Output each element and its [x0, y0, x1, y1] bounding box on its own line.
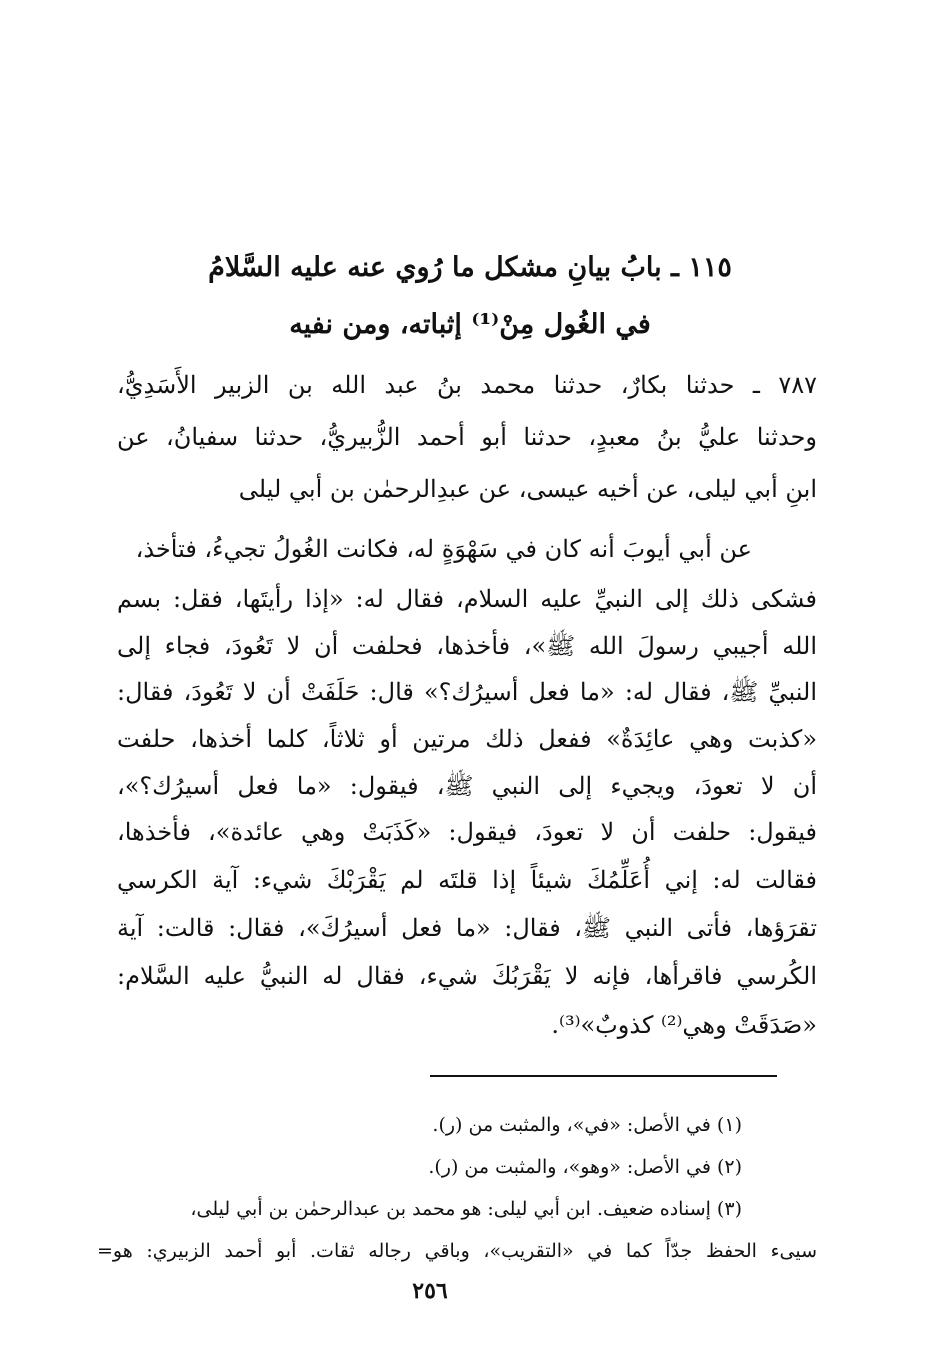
footnote-1: (١) في الأصل: «في»، والمثبت من (ر).	[432, 1114, 742, 1136]
matn-line-9: تقرَؤها، فأتى النبي ﷺ، فقال: «ما فعل أسيرُكَ»، فقال: قالت: آية	[117, 914, 817, 942]
footnote-divider	[430, 1075, 777, 1077]
matn-line-10: الكُرسي فاقرأها، فإنه لا يَقْرَبُكَ شيء، فقال له النبيُّ عليه السَّلام:	[117, 962, 817, 990]
isnad-line-3: ابنِ أبي ليلى، عن أخيه عيسى، عن عبدِالرحمٰن بن أبي ليلى	[238, 475, 817, 503]
chapter-title-line-2: في الغُول مِنْ⁽¹⁾ إثباته، ومن نفيه	[289, 309, 651, 340]
footnote-3-continuation: سيىء الحفظ جدّاً كما في «التقريب»، وباقي رجاله ثقات. أبو أحمد الزبيري: هو=	[97, 1240, 817, 1262]
matn-line-4: النبيِّ ﷺ، فقال له: «ما فعل أسيرُك؟» قال: حَلَفَتْ أن لا تَعُودَ، فقال:	[117, 678, 817, 706]
matn-line-3: الله أجيبي رسولَ الله ﷺ»، فأخذها، فحلفت أن لا تَعُودَ، فجاء إلى	[117, 632, 817, 660]
isnad-line-1: ٧٨٧ ـ حدثنا بكارٌ، حدثنا محمد بنُ عبد الله بن الزبير الأَسَدِيُّ،	[117, 371, 817, 399]
isnad-line-2: وحدثنا عليُّ بنُ معبدٍ، حدثنا أبو أحمد الزُّبيريُّ، حدثنا سفيانُ، عن	[117, 423, 817, 451]
matn-line-6: أن لا تعودَ، ويجيء إلى النبي ﷺ، فيقول: «ما فعل أسيرُك؟»،	[117, 772, 817, 800]
footnote-2: (٢) في الأصل: «وهو»، والمثبت من (ر).	[428, 1156, 742, 1178]
page-number: ٢٥٦	[412, 1278, 448, 1304]
matn-line-7: فيقول: حلفت أن لا تعودَ، فيقول: «كَذَبَتْ وهي عائدة»، فأخذها،	[117, 818, 817, 846]
matn-line-2: فشكى ذلك إلى النبيِّ عليه السلام، فقال له: «إذا رأيتَها، فقل: بسم	[117, 585, 817, 613]
matn-line-8: فقالت له: إني أُعَلِّمُكَ شيئاً إذا قلتَه لم يَقْرَبْكَ شيء: آية الكرسي	[117, 866, 817, 894]
matn-line-5: «كذبت وهي عائِدَةٌ» ففعل ذلك مرتين أو ثلاثاً، كلما أخذها، حلفت	[117, 725, 817, 753]
matn-line-1: عن أبي أيوبَ أنه كان في سَهْوَةٍ له، فكانت الغُولُ تجيءُ، فتأخذ،	[135, 535, 752, 563]
matn-line-11: «صَدَقَتْ وهي⁽²⁾ كذوبٌ»⁽³⁾.	[551, 1011, 817, 1039]
footnote-3: (٣) إسناده ضعيف. ابن أبي ليلى: هو محمد بن عبدالرحمٰن بن أبي ليلى،	[190, 1198, 742, 1220]
chapter-title-line-1: ١١٥ ـ بابُ بيانِ مشكل ما رُوي عنه عليه السَّلامُ	[208, 252, 732, 283]
